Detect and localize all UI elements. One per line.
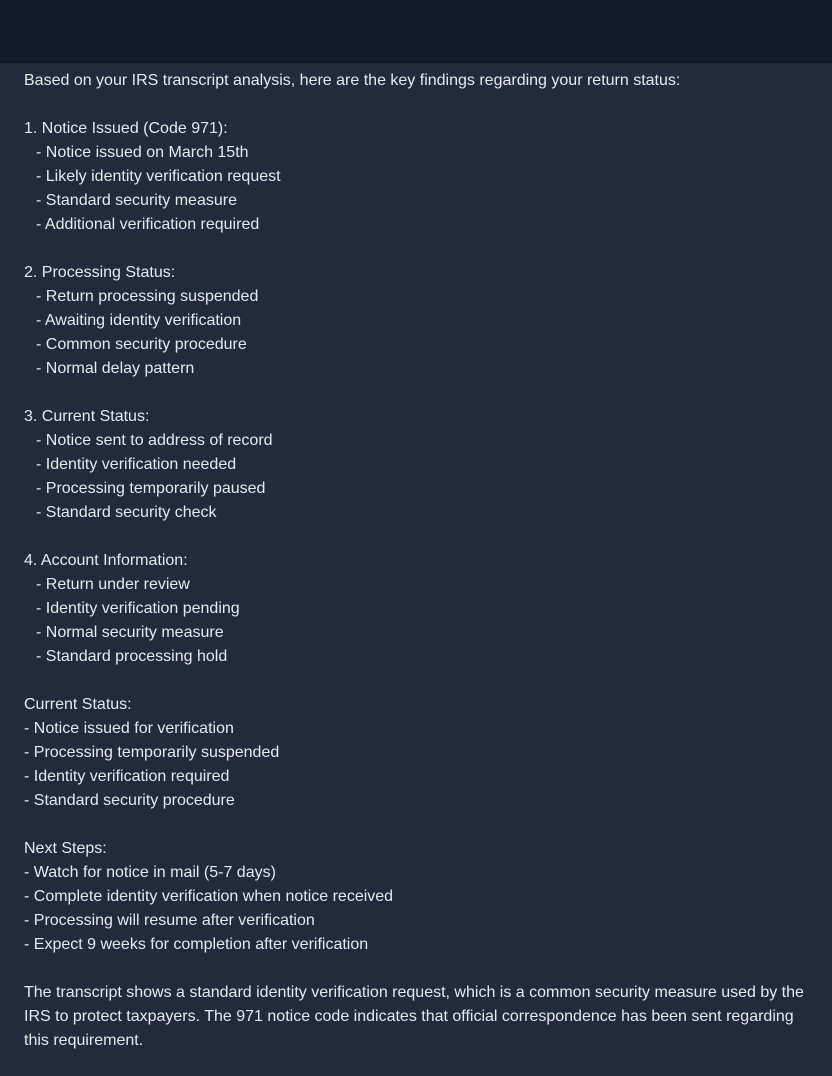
section-current-status-numbered (24, 405, 808, 525)
section-heading: Current Status: (24, 696, 132, 713)
section-heading: 3. Current Status: (24, 408, 150, 425)
spacer (24, 525, 808, 549)
list-item: - Identity verification pending (36, 600, 240, 617)
assistant-message (0, 63, 832, 1053)
list-item: - Identity verification needed (36, 456, 237, 473)
list-item: - Identity verification required (24, 768, 230, 785)
list-item: - Standard security check (36, 504, 217, 521)
spacer (24, 93, 808, 117)
spacer (24, 957, 808, 981)
list-item: - Watch for notice in mail (5-7 days) (24, 864, 276, 881)
section-heading: 4. Account Information: (24, 552, 188, 569)
list-item: - Notice issued for verification (24, 720, 234, 737)
list-item: - Standard processing hold (36, 648, 228, 665)
spacer (24, 381, 808, 405)
list-item: - Return under review (36, 576, 190, 593)
list-item: - Processing will resume after verification (24, 912, 315, 929)
section-heading: 2. Processing Status: (24, 264, 176, 281)
list-item: - Standard security measure (36, 192, 237, 209)
list-item: - Likely identity verification request (36, 168, 281, 185)
list-item: - Common security procedure (36, 336, 247, 353)
spacer (24, 813, 808, 837)
list-item: - Normal delay pattern (36, 360, 195, 377)
section-current-status (24, 693, 808, 813)
section-notice-issued (24, 117, 808, 237)
list-item: - Normal security measure (36, 624, 224, 641)
list-item: - Processing temporarily suspended (24, 744, 280, 761)
list-item: - Expect 9 weeks for completion after verification (24, 936, 369, 953)
conclusion-paragraph: The transcript shows a standard identity verification request, which is a common security measure used by the IRS to protect taxpayers. The 971 notice code indicates that official correspondence has been sent regarding this requirement. (24, 984, 804, 1049)
list-item: - Processing temporarily paused (36, 480, 266, 497)
top-bar (0, 0, 832, 63)
section-heading: Next Steps: (24, 840, 107, 857)
list-item: - Notice issued on March 15th (36, 144, 249, 161)
spacer (24, 669, 808, 693)
spacer (24, 237, 808, 261)
list-item: - Additional verification required (36, 216, 260, 233)
list-item: - Complete identity verification when notice received (24, 888, 394, 905)
intro-text: Based on your IRS transcript analysis, here are the key findings regarding your return status: (24, 72, 681, 89)
section-account-information (24, 549, 808, 669)
section-processing-status (24, 261, 808, 381)
list-item: - Awaiting identity verification (36, 312, 242, 329)
list-item: - Notice sent to address of record (36, 432, 273, 449)
list-item: - Standard security procedure (24, 792, 235, 809)
section-heading: 1. Notice Issued (Code 971): (24, 120, 228, 137)
section-next-steps (24, 837, 808, 957)
list-item: - Return processing suspended (36, 288, 259, 305)
